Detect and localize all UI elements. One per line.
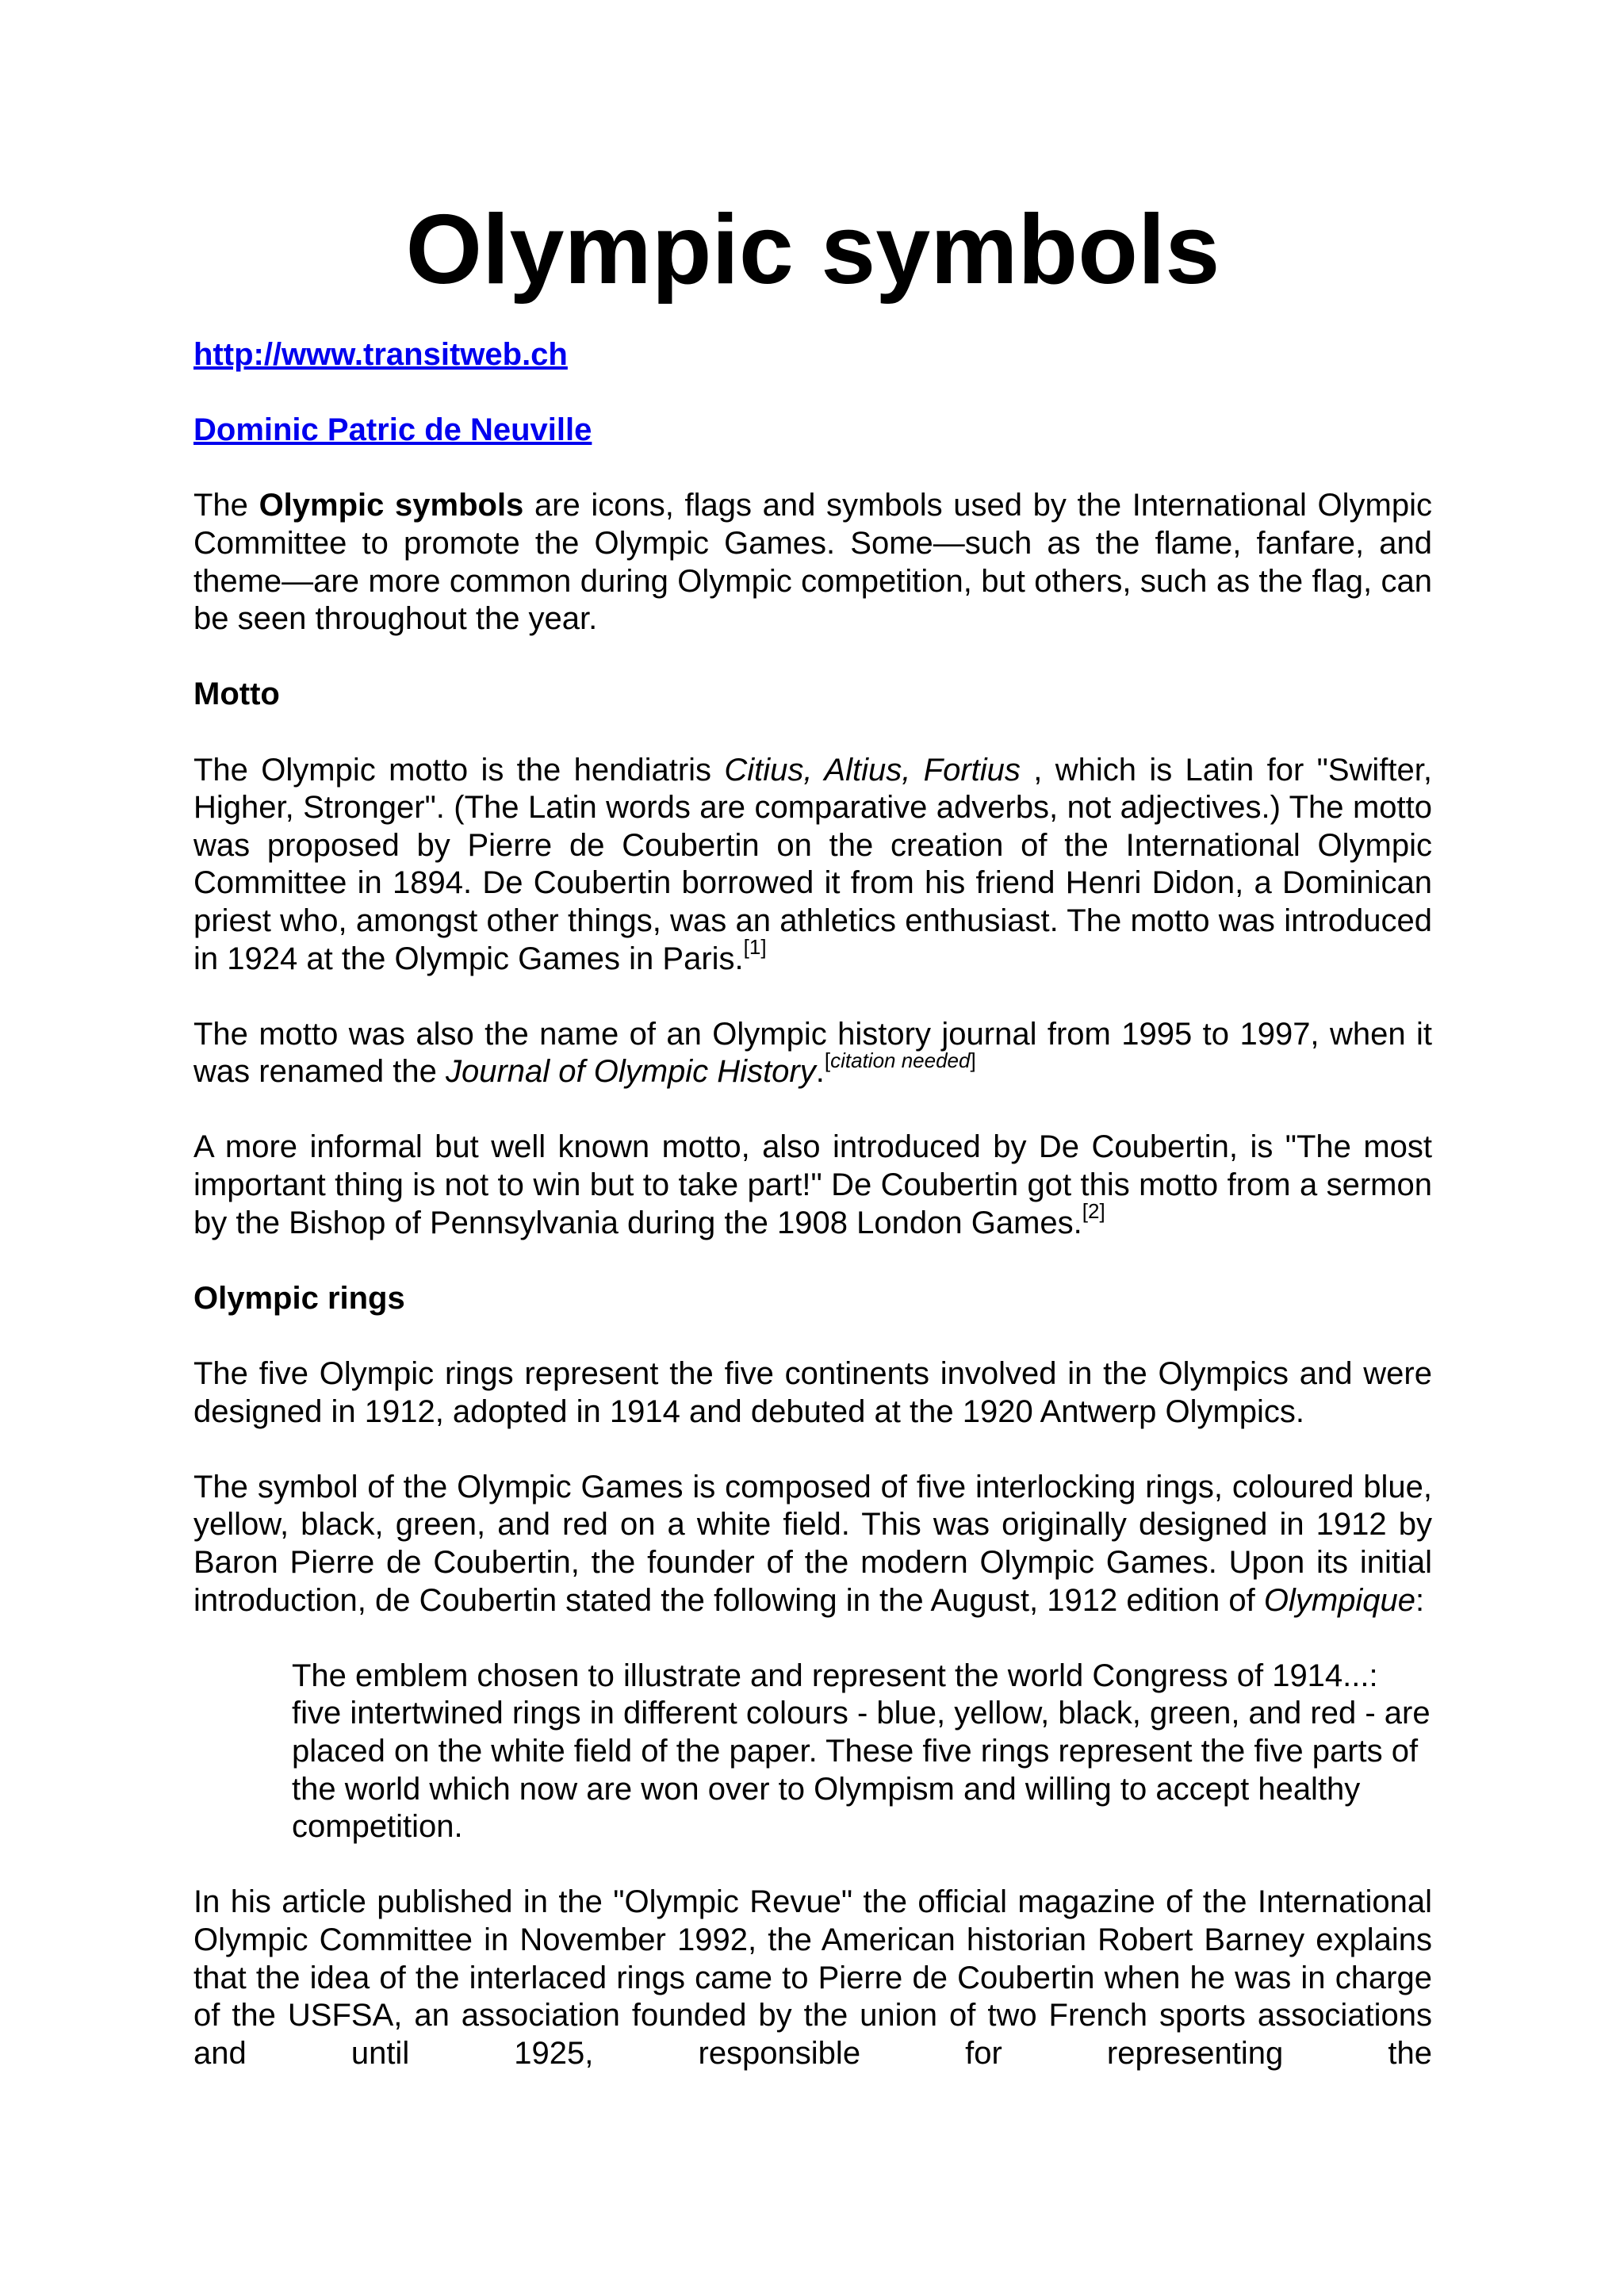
journal-title: Journal of Olympic History <box>445 1054 816 1090</box>
motto-paragraph-1 <box>193 752 1432 979</box>
document-body <box>193 336 1432 2110</box>
citation-ref-1[interactable]: [1] <box>743 935 767 960</box>
author-link[interactable]: Dominic Patric de Neuville <box>193 412 592 448</box>
ref-close-bracket: ] <box>970 1048 976 1072</box>
rings-heading: Olympic rings <box>193 1280 405 1316</box>
motto-latin: Citius, Altius, Fortius <box>724 752 1021 788</box>
rings-paragraph-3: In his article published in the "Olympic Revue" the official magazine of the International Olympic Committee in November 1992, the American historian Robert Barney explains that the idea of the interlaced rings came to Pierre de Coubertin when he was in charge of the USFSA, an association founded by the union of two French sports associations and until 1925, responsible for representing the <box>193 1884 1432 2071</box>
motto-paragraph-2 <box>193 1016 1432 1091</box>
olympique-title: Olympique <box>1263 1582 1416 1618</box>
rings-p2-pre: The symbol of the Olympic Games is composed of five interlocking rings, coloured blue, yellow, black, green, and red on a white field. This was originally designed in 1912 by Baron Pierre de Coubertin, the founder of the modern Olympic Games. Upon its initial introduction, de Coubertin stated the following in the August, 1912 edition of <box>193 1469 1432 1618</box>
page-title: Olympic symbols <box>405 195 1220 305</box>
citation-needed-text: citation needed <box>830 1048 971 1072</box>
ref-open-bracket: [ <box>824 1048 831 1072</box>
intro-paragraph <box>193 487 1432 638</box>
motto-p1-post: , which is Latin for "Swifter, Higher, Stronger". (The Latin words are comparative adverbs, not adjectives.) The motto was proposed by Pierre de Coubertin on the creation of the International Olympic Committee in 1894. De Coubertin borrowed it from his friend Henri Didon, a Dominican priest who, amongst other things, was an athletics enthusiast. The motto was introduced in 1924 at the Olympic Games in Paris. <box>193 752 1433 976</box>
website-link-paragraph <box>193 336 1432 374</box>
motto-p3-text: A more informal but well known motto, also introduced by De Coubertin, is "The most important thing is not to win but to take part!" De Coubertin got this motto from a sermon by the Bishop of Pennsylvania during the 1908 London Games. <box>193 1129 1432 1240</box>
website-link[interactable]: http://www.transitweb.ch <box>193 337 568 372</box>
rings-paragraph-1: The five Olympic rings represent the five continents involved in the Olympics and were designed in 1912, adopted in 1914 and debuted at the 1920 Antwerp Olympics. <box>193 1356 1432 1429</box>
motto-p1-pre: The Olympic motto is the hendiatris <box>193 752 725 788</box>
motto-p2-pre: The motto was also the name of an Olympic history journal from 1995 to 1997, when it was renamed the <box>193 1016 1432 1090</box>
author-link-paragraph <box>193 412 1432 450</box>
coubertin-quote: The emblem chosen to illustrate and represent the world Congress of 1914...: five intertwined rings in different colours - blue, yellow, black, green, and red - are placed on the white field of the paper. These five rings represent the five parts of the world which now are won over to Olympism and willing to accept healthy competition. <box>292 1658 1431 1845</box>
motto-p2-post: . <box>815 1054 825 1090</box>
intro-pre: The <box>193 488 259 523</box>
motto-heading: Motto <box>193 677 280 712</box>
rings-paragraph-2 <box>193 1469 1432 1619</box>
intro-bold: Olympic symbols <box>259 488 524 523</box>
rings-p2-post: : <box>1415 1582 1425 1618</box>
motto-paragraph-3 <box>193 1129 1432 1242</box>
citation-needed-ref[interactable] <box>825 1048 976 1072</box>
intro-post: are icons, flags and symbols used by the International Olympic Committee to promote the Olympic Games. Some—such as the flame, fanfare, and theme—are more common during Olympic competition, but others, such as the flag, can be seen throughout the year. <box>193 488 1432 637</box>
citation-ref-2[interactable]: [2] <box>1082 1199 1105 1224</box>
